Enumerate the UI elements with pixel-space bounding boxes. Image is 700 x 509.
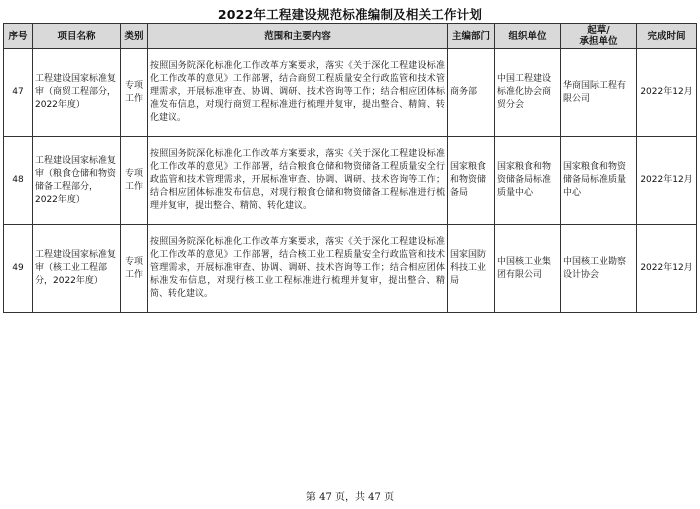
work-plan-table [3, 23, 697, 313]
cell-org: 国家粮食和物资储备局标准质量中心 [495, 137, 561, 225]
header-dept: 主编部门 [448, 24, 495, 49]
cell-org: 中国工程建设标准化协会商贸分会 [495, 49, 561, 137]
cell-category: 专项工作 [121, 225, 148, 313]
cell-scope: 按照国务院深化标准化工作改革方案要求，落实《关于深化工程建设标准化工作改革的意见》工作部署，结合核工业工程质量安全行政监管和技术管理需求，开展标准审查、协调、调研、技术咨询等工作；结合相应团体标准发布信息，对现行核工业工程标准进行梳理并复审，提出整合、精简、转化建议。 [148, 225, 448, 313]
table-row [4, 137, 697, 225]
header-scope: 范围和主要内容 [148, 24, 448, 49]
header-seq: 序号 [4, 24, 33, 49]
cell-name: 工程建设国家标准复审（商贸工程部分，2022年度） [33, 49, 121, 137]
header-name: 项目名称 [33, 24, 121, 49]
cell-deadline: 2022年12月 [637, 49, 697, 137]
cell-drafter: 华商国际工程有限公司 [561, 49, 637, 137]
cell-dept: 国家粮食和物资储备局 [448, 137, 495, 225]
table-row [4, 49, 697, 137]
cell-seq: 48 [4, 137, 33, 225]
cell-dept: 商务部 [448, 49, 495, 137]
cell-dept: 国家国防科技工业局 [448, 225, 495, 313]
header-org: 组织单位 [495, 24, 561, 49]
header-drafter: 起草/ 承担单位 [561, 24, 637, 49]
cell-name: 工程建设国家标准复审（核工业工程部分，2022年度） [33, 225, 121, 313]
page-number-footer: 第 47 页，共 47 页 [305, 492, 395, 503]
cell-category: 专项工作 [121, 137, 148, 225]
table-header-row [4, 24, 697, 49]
cell-drafter: 中国核工业勘察设计协会 [561, 225, 637, 313]
header-category: 类别 [121, 24, 148, 49]
document-title: 2022年工程建设规范标准编制及相关工作计划 [217, 7, 483, 22]
table-row [4, 225, 697, 313]
cell-scope: 按照国务院深化标准化工作改革方案要求，落实《关于深化工程建设标准化工作改革的意见》工作部署，结合粮食仓储和物资储备工程质量安全行政监管和技术管理需求，开展标准审查、协调、调研、技术咨询等工作；结合相应团体标准发布信息，对现行粮食仓储和物资储备工程标准进行梳理并复审，提出整合、精简、转化建议。 [148, 137, 448, 225]
cell-seq: 47 [4, 49, 33, 137]
cell-deadline: 2022年12月 [637, 225, 697, 313]
cell-drafter: 国家粮食和物资储备局标准质量中心 [561, 137, 637, 225]
cell-category: 专项工作 [121, 49, 148, 137]
cell-deadline: 2022年12月 [637, 137, 697, 225]
cell-seq: 49 [4, 225, 33, 313]
cell-org: 中国核工业集团有限公司 [495, 225, 561, 313]
cell-scope: 按照国务院深化标准化工作改革方案要求，落实《关于深化工程建设标准化工作改革的意见》工作部署，结合商贸工程质量安全行政监管和技术管理需求，开展标准审查、协调、调研、技术咨询等工作；结合相应团体标准发布信息，对现行商贸工程标准进行梳理并复审，提出整合、精简、转化建议。 [148, 49, 448, 137]
header-deadline: 完成时间 [637, 24, 697, 49]
cell-name: 工程建设国家标准复审（粮食仓储和物资储备工程部分，2022年度） [33, 137, 121, 225]
